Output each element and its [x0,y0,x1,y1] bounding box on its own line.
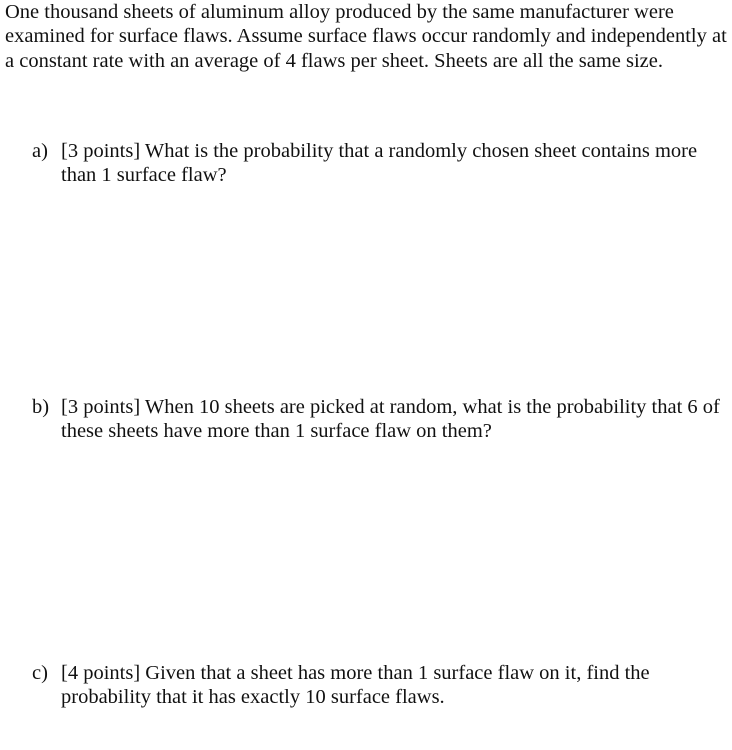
question-a [32,139,722,188]
question-text: [3 points] When 10 sheets are picked at random, what is the probability that 6 of these sheets have more than 1 surface flaw on them? [61,396,720,443]
question-label: b) [32,396,50,418]
question-label: c) [32,662,48,684]
question-label: a) [32,140,48,162]
question-b [32,395,722,444]
question-text: [3 points] What is the probability that a randomly chosen sheet contains more than 1 surface flaw? [61,140,698,187]
question-c [32,661,722,710]
problem-intro: One thousand sheets of aluminum alloy produced by the same manufacturer were examined for surface flaws. Assume surface flaws occur randomly and independently at a constant rate with an average of 4 flaws per sheet. Sheets are all the same size. [5,1,727,72]
question-text: [4 points] Given that a sheet has more than 1 surface flaw on it, find the probability that it has exactly 10 surface flaws. [61,662,650,709]
